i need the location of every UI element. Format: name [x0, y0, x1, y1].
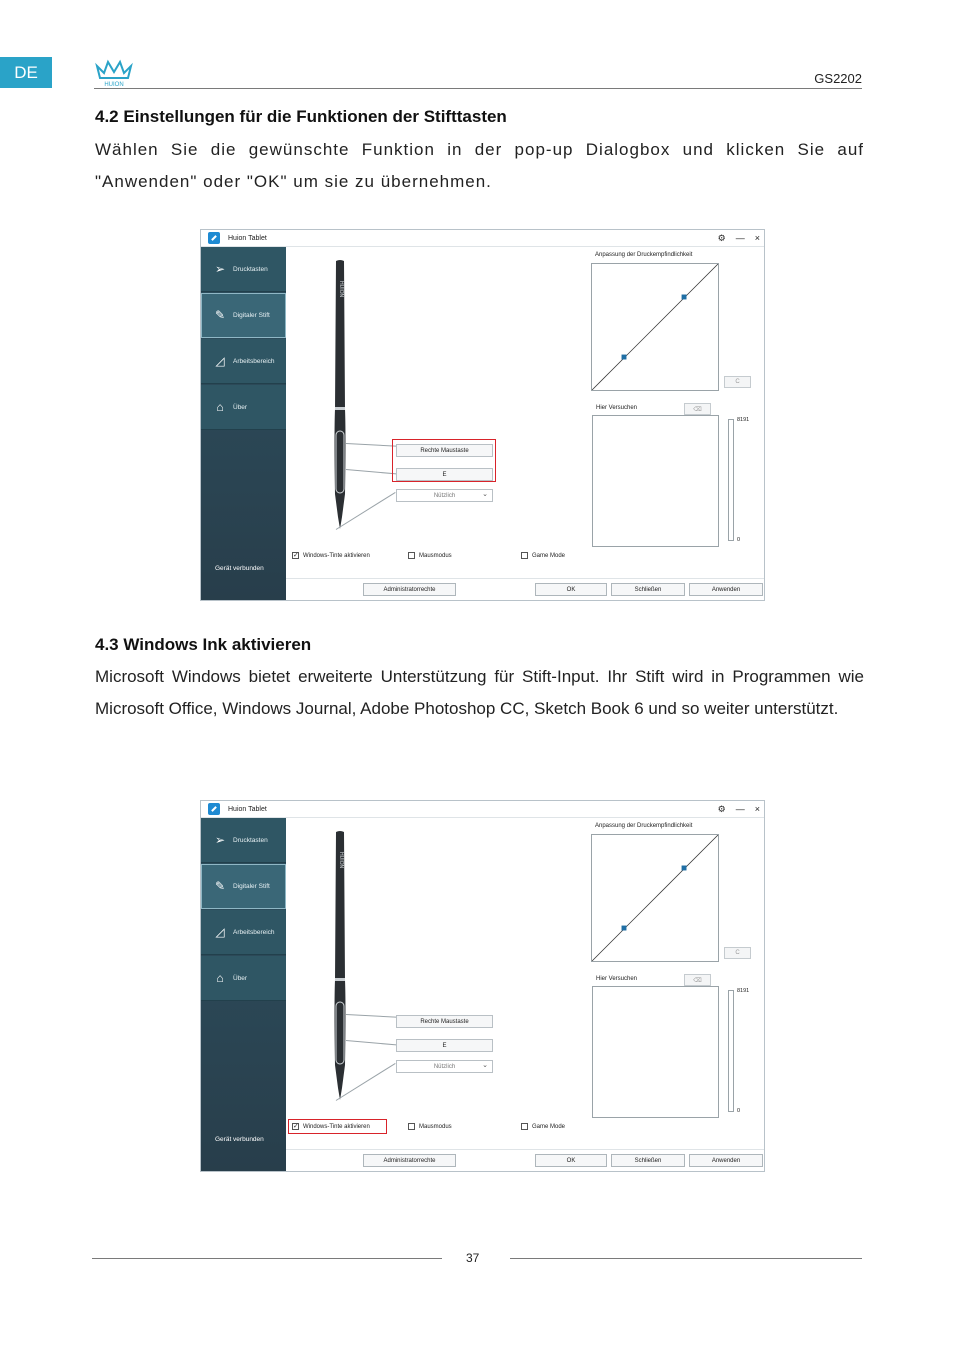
nav-item-digitaler-stift[interactable] [201, 293, 286, 338]
clear-test-button[interactable]: ⌫ [684, 403, 711, 415]
nav-item-drucktasten[interactable] [201, 818, 286, 863]
pen-settings-panel [286, 247, 764, 600]
pressure-label: Anpassung der Druckempfindlichkeit [595, 252, 693, 258]
test-area[interactable] [592, 986, 719, 1118]
leader-line [346, 1040, 398, 1046]
pressure-meter [728, 419, 734, 541]
checkbox-label: Windows-Tinte aktivieren [303, 552, 370, 559]
pressure-label: Anpassung der Druckempfindlichkeit [595, 823, 693, 829]
nav-item-uber[interactable] [201, 956, 286, 1001]
nav-label: Drucktasten [233, 265, 268, 273]
send-icon: ➢ [214, 833, 226, 847]
sidebar [201, 818, 286, 1171]
ok-button[interactable]: OK [535, 1154, 607, 1167]
highlight-box [288, 1119, 387, 1134]
pressure-curve[interactable] [591, 834, 719, 962]
page-number: 37 [466, 1251, 480, 1265]
apply-button[interactable]: Anwenden [689, 1154, 763, 1167]
send-icon: ➢ [214, 262, 226, 276]
section-heading-4-3: 4.3 Windows Ink aktivieren [95, 635, 312, 654]
window-title: Huion Tablet [228, 805, 267, 813]
footer-rule-left [92, 1258, 442, 1259]
tip-function-dropdown[interactable]: Nützlich ⌄ [396, 1060, 493, 1073]
window-footer [286, 1149, 764, 1171]
language-tab: DE [0, 57, 52, 88]
home-icon: ⌂ [216, 400, 224, 414]
leader-line [346, 1014, 398, 1018]
highlight-box [392, 439, 496, 482]
close-icon[interactable]: × [754, 804, 760, 814]
nav-label: Über [233, 974, 248, 982]
pen-illustration [330, 259, 350, 529]
app-icon [208, 232, 220, 244]
app-icon [208, 803, 220, 815]
test-area-label: Hier Versuchen [596, 405, 638, 411]
checkbox-label: Game Mode [532, 552, 566, 559]
checkbox-unchecked [408, 1123, 415, 1130]
checkbox-label: Game Mode [532, 1123, 566, 1130]
lower-button-field[interactable]: E [396, 468, 493, 481]
screenshot-windows-ink [200, 800, 765, 1172]
mouse-mode-checkbox[interactable] [408, 1123, 452, 1130]
pen-brand-text: HUION [338, 852, 344, 869]
upper-button-field[interactable]: Rechte Maustaste [396, 1015, 493, 1028]
triangle-icon: ◿ [215, 354, 225, 368]
close-button[interactable]: Schließen [611, 583, 685, 596]
curve-handle-low[interactable] [622, 355, 627, 360]
pen-illustration [330, 830, 350, 1100]
nav-item-arbeitsbereich[interactable] [201, 339, 286, 384]
section-paragraph-4-3: Microsoft Windows bietet erweiterte Unterstützung für Stift-Input. Ihr Stift wird in Programmen wie Microsoft Office, Windows Journal, Adobe Photoshop CC, Sketch Book 6 und so weiter unterstützt. [95, 667, 864, 718]
svg-text:HUION: HUION [104, 82, 124, 88]
pen-icon: ✎ [214, 308, 226, 322]
test-area[interactable] [592, 415, 719, 547]
reset-curve-button[interactable]: C [724, 376, 751, 388]
minimize-icon[interactable]: — [735, 804, 745, 814]
nav-item-digitaler-stift[interactable] [201, 864, 286, 909]
game-mode-checkbox[interactable] [521, 1123, 565, 1130]
nav-label: Digitaler Stift [233, 882, 270, 890]
clear-test-button[interactable]: ⌫ [684, 974, 711, 986]
pressure-meter [728, 990, 734, 1112]
leader-line [346, 469, 398, 475]
window-titlebar [201, 801, 764, 818]
device-status: Gerät verbunden [215, 1136, 264, 1143]
tip-function-dropdown[interactable]: Nützlich ⌄ [396, 489, 493, 502]
close-icon[interactable]: × [754, 233, 760, 243]
nav-item-drucktasten[interactable] [201, 247, 286, 292]
meter-max-label: 8191 [737, 988, 750, 994]
window-title: Huion Tablet [228, 234, 267, 242]
checkbox-label: Windows-Tinte aktivieren [303, 1123, 370, 1130]
checkbox-unchecked [521, 1123, 528, 1130]
sidebar [201, 247, 286, 600]
admin-rights-button[interactable]: Administratorrechte [363, 583, 456, 596]
curve-handle-high[interactable] [682, 866, 687, 871]
pen-brand-text: HUION [338, 281, 344, 298]
apply-button[interactable]: Anwenden [689, 583, 763, 596]
settings-gear-icon[interactable]: ⚙ [717, 804, 726, 814]
home-icon: ⌂ [216, 971, 224, 985]
nav-item-uber[interactable] [201, 385, 286, 430]
close-button[interactable]: Schließen [611, 1154, 685, 1167]
checkbox-unchecked [408, 552, 415, 559]
nav-label: Digitaler Stift [233, 311, 270, 319]
checkbox-unchecked [521, 552, 528, 559]
huion-logo [94, 58, 134, 88]
nav-item-arbeitsbereich[interactable] [201, 910, 286, 955]
window-titlebar [201, 230, 764, 247]
nav-label: Arbeitsbereich [233, 928, 275, 936]
minimize-icon[interactable]: — [735, 233, 745, 243]
header-divider [94, 88, 862, 89]
triangle-icon: ◿ [215, 925, 225, 939]
checkbox-label: Mausmodus [419, 552, 452, 559]
window-footer [286, 578, 764, 600]
section-paragraph-4-2: Wählen Sie die gewünschte Funktion in der pop-up Dialogbox und klicken Sie auf "Anwenden" oder "OK" um sie zu übernehmen. [95, 140, 864, 191]
model-name: GS2202 [814, 71, 862, 86]
meter-max-label: 8191 [737, 417, 750, 423]
footer-rule-right [510, 1258, 862, 1259]
device-status: Gerät verbunden [215, 565, 264, 572]
curve-handle-high[interactable] [682, 295, 687, 300]
nav-label: Über [233, 403, 248, 411]
game-mode-checkbox[interactable] [521, 552, 565, 559]
checkbox-checked [292, 552, 299, 559]
pen-icon: ✎ [214, 879, 226, 893]
test-area-label: Hier Versuchen [596, 976, 638, 982]
nav-label: Drucktasten [233, 836, 268, 844]
reset-curve-button[interactable]: C [724, 947, 751, 959]
meter-min-label: 0 [737, 537, 741, 543]
settings-gear-icon[interactable]: ⚙ [717, 233, 726, 243]
admin-rights-button[interactable]: Administratorrechte [363, 1154, 456, 1167]
meter-min-label: 0 [737, 1108, 741, 1114]
pressure-curve[interactable] [591, 263, 719, 391]
checkbox-label: Mausmodus [419, 1123, 452, 1130]
nav-label: Arbeitsbereich [233, 357, 275, 365]
mouse-mode-checkbox[interactable] [408, 552, 452, 559]
upper-button-field[interactable]: Rechte Maustaste [396, 444, 493, 457]
pen-settings-panel [286, 818, 764, 1171]
curve-handle-low[interactable] [622, 926, 627, 931]
leader-line [346, 443, 398, 447]
screenshot-pen-settings [200, 229, 765, 601]
section-heading-4-2: 4.2 Einstellungen für die Funktionen der Stifttasten [95, 107, 507, 126]
lower-button-field[interactable]: E [396, 1039, 493, 1052]
ok-button[interactable]: OK [535, 583, 607, 596]
windows-ink-checkbox[interactable] [292, 552, 370, 559]
